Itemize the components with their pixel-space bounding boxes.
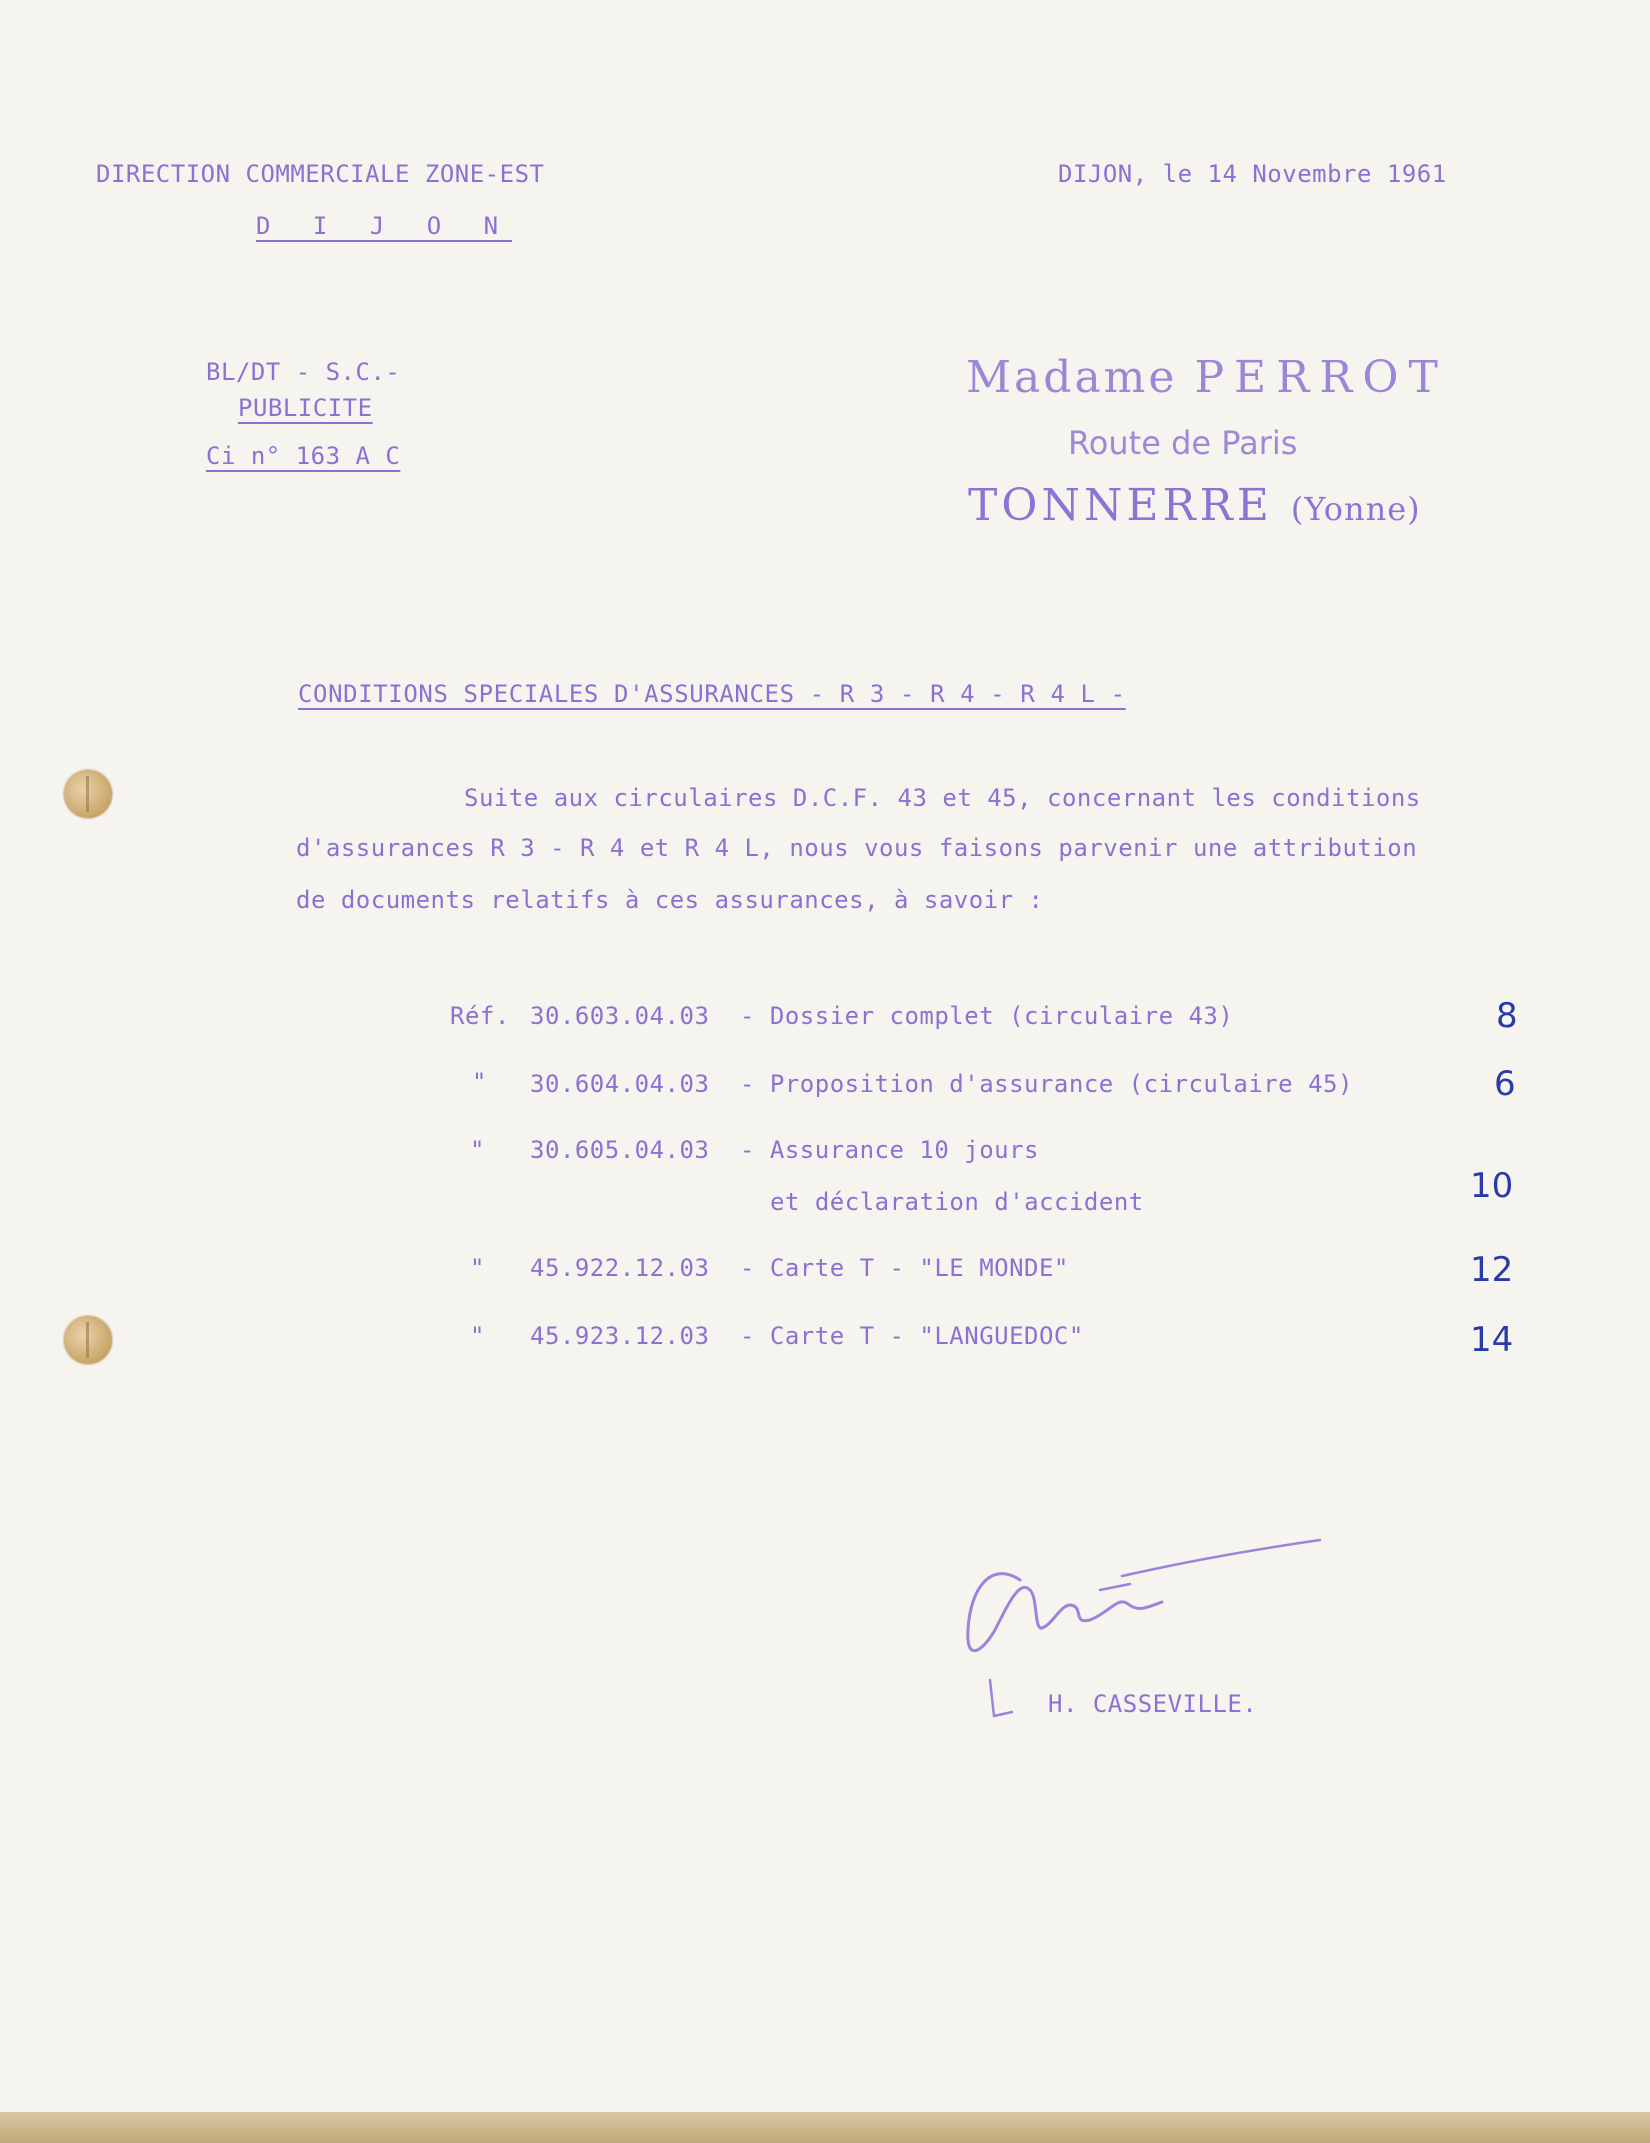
- item-quantity: 6: [1494, 1064, 1516, 1104]
- recipient-surname: PERROT: [1194, 352, 1448, 403]
- reference-line-3: Ci n° 163 A C: [206, 442, 401, 470]
- item-quantity: 14: [1470, 1320, 1514, 1360]
- department-city: D I J O N: [256, 212, 513, 240]
- subject-line: CONDITIONS SPECIALES D'ASSURANCES - R 3 - R 4 - R 4 L -: [298, 680, 1126, 708]
- punch-hole: [64, 770, 112, 818]
- recipient-city-name: TONNERRE: [968, 480, 1273, 531]
- item-description: - Assurance 10 jours: [740, 1136, 1039, 1164]
- item-quantity: 12: [1470, 1250, 1514, 1290]
- body-line-2: d'assurances R 3 - R 4 et R 4 L, nous vous faisons parvenir une attribution: [296, 834, 1418, 862]
- item-quantity: 8: [1496, 996, 1518, 1036]
- item-description-continued: et déclaration d'accident: [770, 1188, 1144, 1216]
- item-reference: 45.922.12.03: [530, 1254, 710, 1282]
- recipient-street: Route de Paris: [1068, 424, 1298, 462]
- item-reference: 30.604.04.03: [530, 1070, 710, 1098]
- item-description: - Carte T - "LANGUEDOC": [740, 1322, 1084, 1350]
- recipient-city: [968, 480, 1421, 531]
- item-description: - Carte T - "LE MONDE": [740, 1254, 1069, 1282]
- item-reference: 30.605.04.03: [530, 1136, 710, 1164]
- body-line-3: de documents relatifs à ces assurances, à savoir :: [296, 886, 1044, 914]
- reference-line-2: PUBLICITE: [238, 394, 373, 422]
- paper-edge: [0, 2112, 1650, 2143]
- item-prefix: ": [470, 1136, 485, 1164]
- item-prefix: ": [470, 1322, 485, 1350]
- item-reference: 45.923.12.03: [530, 1322, 710, 1350]
- item-reference: 30.603.04.03: [530, 1002, 710, 1030]
- item-description: - Dossier complet (circulaire 43): [740, 1002, 1234, 1030]
- punch-hole: [64, 1316, 112, 1364]
- recipient-region: (Yonne): [1290, 490, 1421, 528]
- item-prefix: ": [472, 1068, 487, 1096]
- item-prefix: Réf.: [450, 1002, 510, 1030]
- item-prefix: ": [470, 1254, 485, 1282]
- signatory-name: H. CASSEVILLE.: [1048, 1690, 1258, 1718]
- item-quantity: 10: [1470, 1166, 1514, 1206]
- department-header: DIRECTION COMMERCIALE ZONE-EST: [96, 160, 545, 188]
- date-line: DIJON, le 14 Novembre 1961: [1058, 160, 1447, 188]
- item-description: - Proposition d'assurance (circulaire 45): [740, 1070, 1353, 1098]
- recipient-name-prefix: Madame: [966, 352, 1195, 403]
- reference-line-1: BL/DT - S.C.-: [206, 358, 401, 386]
- recipient-name: [966, 352, 1448, 403]
- body-line-1: Suite aux circulaires D.C.F. 43 et 45, concernant les conditions: [464, 784, 1421, 812]
